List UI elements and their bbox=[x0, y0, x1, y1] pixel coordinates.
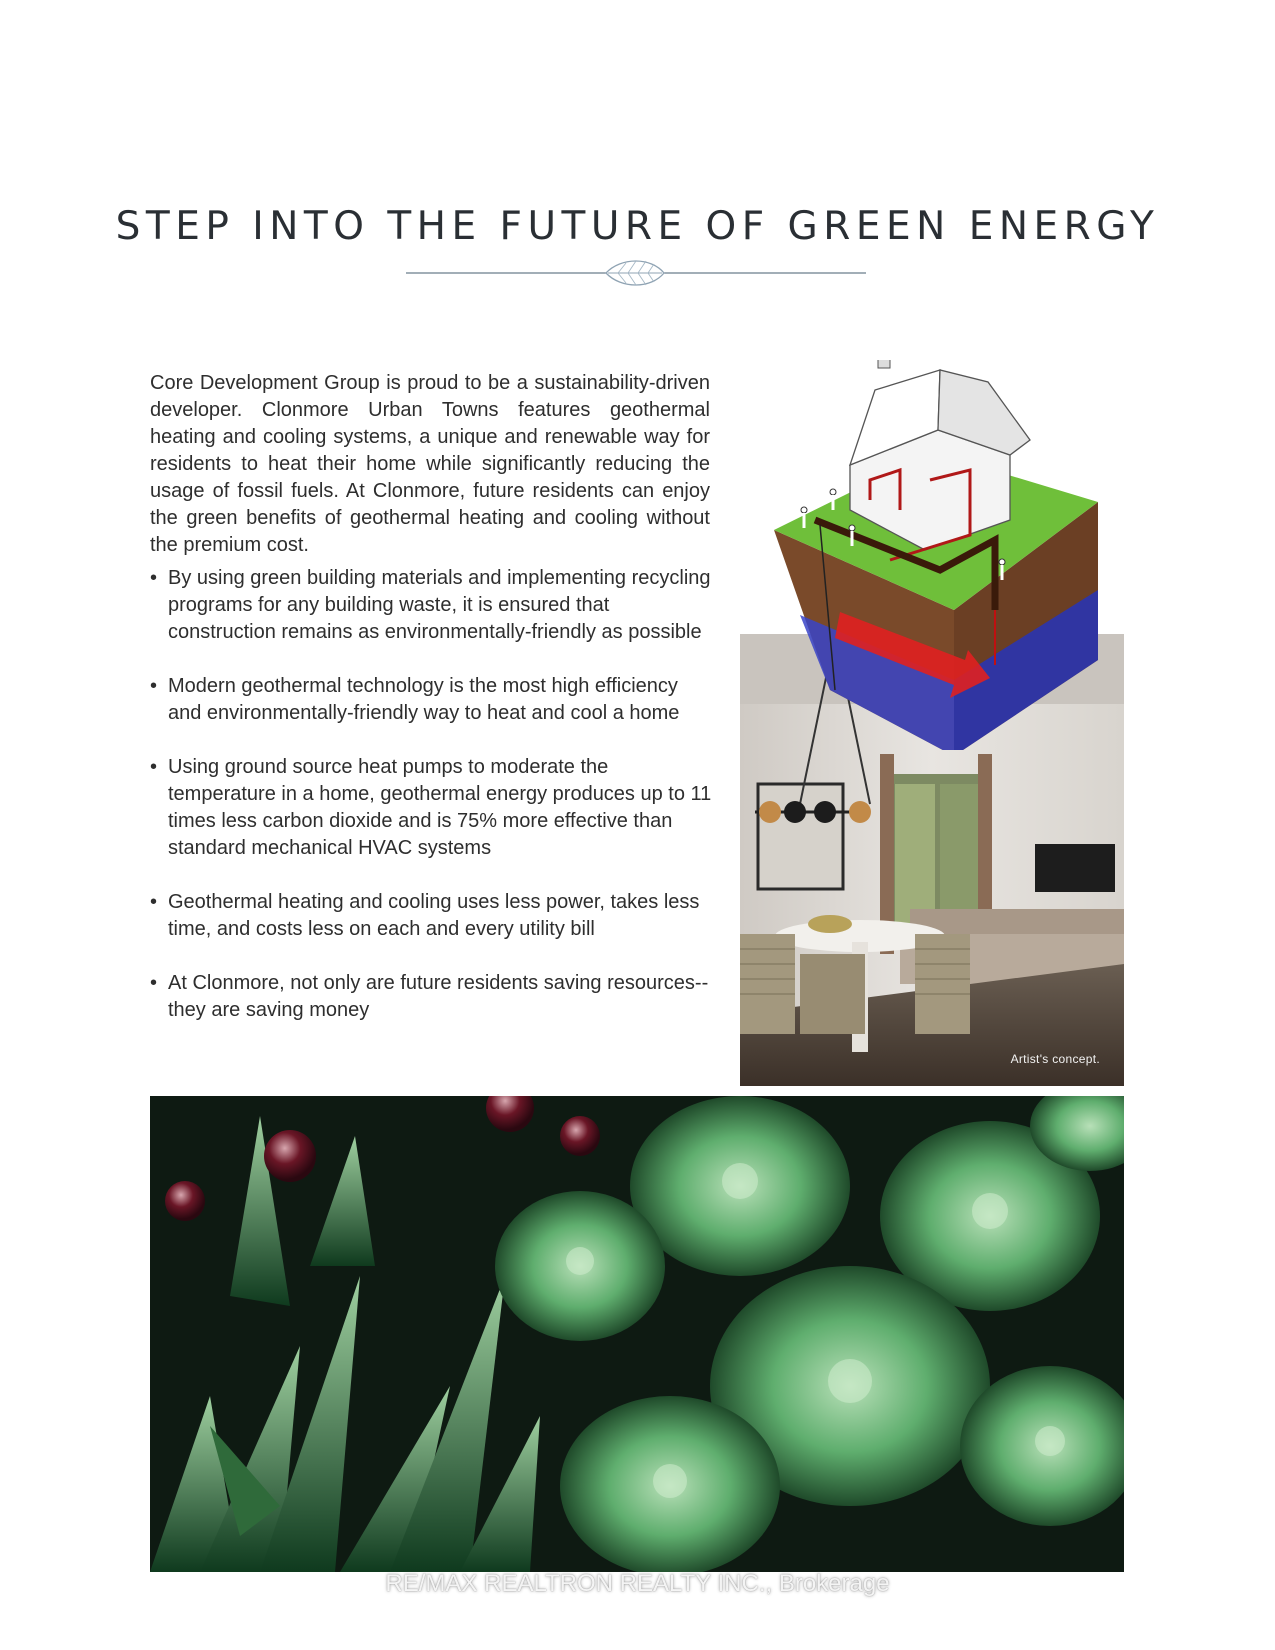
bullet-marker: • bbox=[150, 756, 158, 778]
list-item: • By using green building materials and implementing recycling programs for any building waste, it is ensured that construction remains as environmentally-friendly as possible bbox=[150, 567, 711, 643]
succulent-plants-image bbox=[150, 1096, 1124, 1572]
title-divider bbox=[406, 255, 866, 295]
bullet-marker: • bbox=[150, 891, 158, 913]
list-item: • Using ground source heat pumps to moderate the temperature in a home, geothermal energy produces up to 11 times less carbon dioxide and is 75% more effective than standard mechanical HVAC systems bbox=[150, 756, 712, 859]
geothermal-house-icon bbox=[740, 360, 1124, 750]
list-item: • Geothermal heating and cooling uses less power, takes less time, and costs less on each and every utility bill bbox=[150, 891, 700, 940]
page-title: STEP INTO THE FUTURE OF GREEN ENERGY bbox=[115, 204, 1160, 250]
bullet-marker: • bbox=[150, 567, 158, 589]
bullet-marker: • bbox=[150, 675, 158, 697]
intro-paragraph: Core Development Group is proud to be a sustainability-driven developer. Clonmore Urban Towns features geothermal heating and cooling systems, a unique and renewable way for residents to heat their home while significantly reducing the usage of fossil fuels. At Clonmore, future residents can enjoy the green benefits of geothermal heating and cooling without the premium cost. bbox=[150, 372, 710, 556]
bullet-marker: • bbox=[150, 972, 158, 994]
list-item: • At Clonmore, not only are future residents saving resources--they are saving money bbox=[150, 972, 709, 1021]
leaf-icon bbox=[606, 261, 664, 285]
artist-concept-caption: Artist's concept. bbox=[1010, 1052, 1100, 1066]
brokerage-watermark: RE/MAX REALTRON REALTY INC., Brokerage bbox=[385, 1570, 890, 1597]
list-item: • Modern geothermal technology is the most high efficiency and environmentally-friendly way to heat and cool a home bbox=[150, 675, 680, 724]
benefit-list bbox=[150, 565, 715, 1051]
